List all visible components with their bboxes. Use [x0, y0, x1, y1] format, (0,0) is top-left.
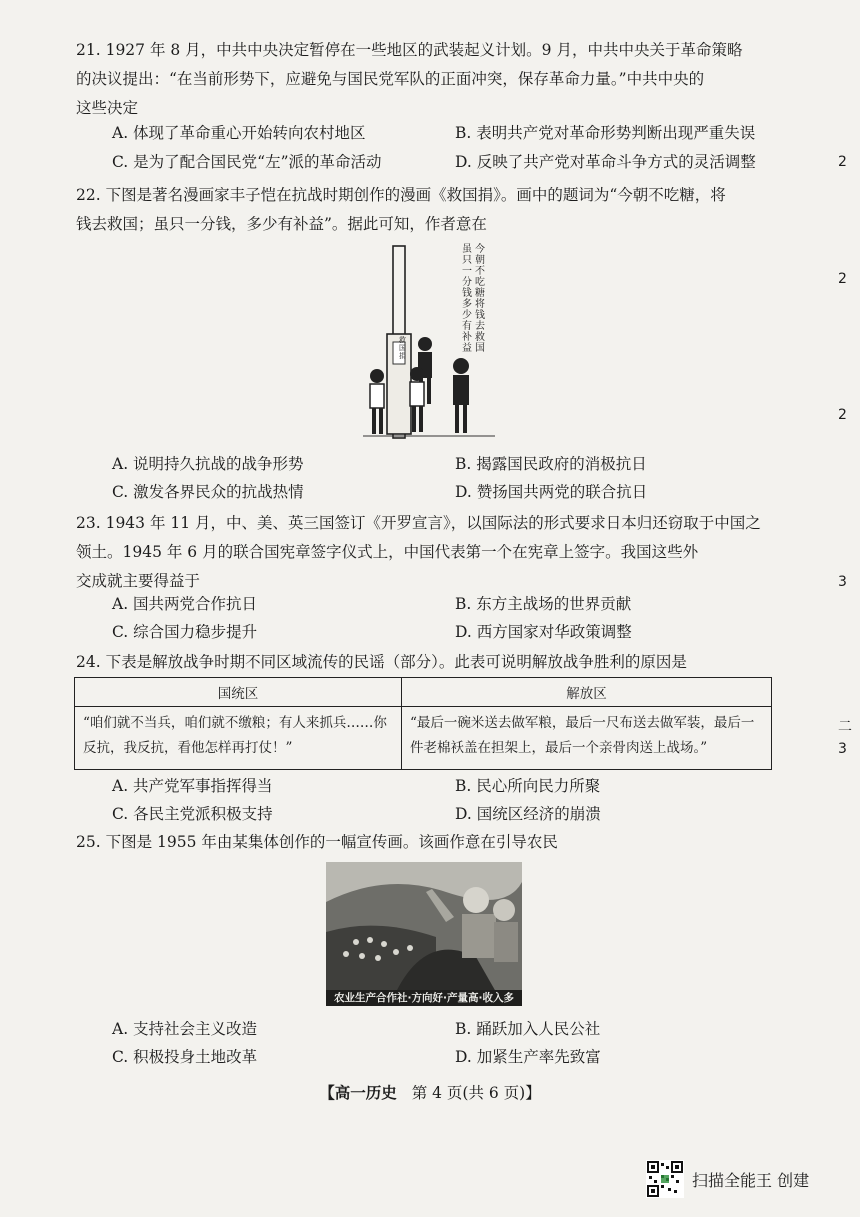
cartoon-inscription-left: 虽只一分钱多少有补益: [462, 244, 472, 354]
q24-option-b[interactable]: B. 民心所向民力所聚: [455, 777, 601, 795]
q24-option-a[interactable]: A. 共产党军事指挥得当: [112, 777, 273, 795]
q22-stem: [76, 181, 791, 239]
q25-stem-line1: 25. 下图是 1955 年由某集体创作的一幅宣传画。该画作意在引导农民: [76, 833, 558, 851]
edge-mark-5: 二: [838, 719, 852, 735]
q22-option-c[interactable]: C. 激发各界民众的抗战热情: [112, 483, 304, 501]
poster-image: [326, 862, 522, 992]
q21-stem: [76, 36, 791, 123]
q22-stem-line2: 钱去救国；虽只一分钱，多少有补益”。据此可知，作者意在: [76, 215, 487, 233]
table-cell-liberated-area: “最后一碗米送去做军粮，最后一尺布送去做军装，最后一件老棉袄盖在担架上，最后一个亲骨肉送上战场。”: [402, 707, 772, 770]
q23-option-a[interactable]: A. 国共两党合作抗日: [112, 595, 258, 613]
edge-mark-6: 3: [838, 741, 847, 757]
q21-option-c[interactable]: C. 是为了配合国民党“左”派的革命活动: [112, 153, 382, 171]
q21-option-a[interactable]: A. 体现了革命重心开始转向农村地区: [112, 124, 366, 142]
q24-option-c[interactable]: C. 各民主党派积极支持: [112, 805, 273, 823]
q22-option-d[interactable]: D. 赞扬国共两党的联合抗日: [455, 483, 648, 501]
table-cell-kmt-area: “咱们就不当兵，咱们就不缴粮；有人来抓兵……你反抗，我反抗，看他怎样再打仗！”: [75, 707, 402, 770]
watermark-text: 扫描全能王 创建: [692, 1170, 810, 1190]
edge-mark-2: 2: [838, 271, 847, 287]
footer-page-number: 第 4 页(共 6 页)】: [411, 1084, 541, 1102]
q25-option-d[interactable]: D. 加紧生产率先致富: [455, 1048, 601, 1066]
qr-code-icon: [646, 1160, 684, 1198]
q23-stem-line2: 领土。1945 年 6 月的联合国宪章签字仪式上，中国代表第一个在宪章上签字。我国这些外: [76, 543, 699, 561]
q25-option-c[interactable]: C. 积极投身土地改革: [112, 1048, 258, 1066]
cartoon-figure: [355, 244, 503, 440]
q23-stem-line3: 交成就主要得益于: [76, 572, 201, 590]
q24-option-d[interactable]: D. 国统区经济的崩溃: [455, 805, 601, 823]
q22-stem-line1: 22. 下图是著名漫画家丰子恺在抗战时期创作的漫画《救国捐》。画中的题词为“今朝不吃糖，将: [76, 186, 726, 204]
q23-stem-line1: 23. 1943 年 11 月，中、美、英三国签订《开罗宣言》，以国际法的形式要求日本归还窃取于中国之: [76, 514, 761, 532]
q23-option-c[interactable]: C. 综合国力稳步提升: [112, 623, 258, 641]
table-header-liberated-area: 解放区: [402, 678, 772, 707]
edge-mark-4: 3: [838, 574, 847, 590]
q25-option-a[interactable]: A. 支持社会主义改造: [112, 1020, 258, 1038]
footer-subject: 【高一历史: [319, 1083, 397, 1102]
q25-option-b[interactable]: B. 踊跃加入人民公社: [455, 1020, 601, 1038]
cartoon-inscription-right: 今朝不吃糖将钱去救国: [475, 244, 485, 354]
q21-option-b[interactable]: B. 表明共产党对革命形势判断出现严重失误: [455, 124, 756, 142]
q22-option-b[interactable]: B. 揭露国民政府的消极抗日: [455, 455, 647, 473]
folk-song-table: [74, 677, 772, 770]
q23-option-d[interactable]: D. 西方国家对华政策调整: [455, 623, 632, 641]
q22-option-a[interactable]: A. 说明持久抗战的战争形势: [112, 455, 304, 473]
q21-stem-line3: 这些决定: [76, 99, 139, 117]
cartoon-box-label: 救国捐: [399, 336, 406, 360]
edge-mark-1: 2: [838, 154, 847, 170]
q21-stem-line2: 的决议提出：“在当前形势下，应避免与国民党军队的正面冲突，保存革命力量。”中共中央的: [76, 70, 705, 88]
propaganda-poster: [326, 862, 522, 1006]
q25-stem: [76, 828, 791, 857]
poster-caption: 农业生产合作社·方向好·产量高·收入多: [326, 990, 522, 1006]
page-footer: [0, 1081, 860, 1103]
table-header-kmt-area: 国统区: [75, 678, 402, 707]
edge-mark-3: 2: [838, 407, 847, 423]
q23-option-b[interactable]: B. 东方主战场的世界贡献: [455, 595, 632, 613]
scanner-watermark: [646, 1160, 809, 1198]
q23-stem: [76, 509, 791, 596]
q21-stem-line1: 21. 1927 年 8 月，中共中央决定暂停在一些地区的武装起义计划。9 月，中共中央关于革命策略: [76, 41, 743, 59]
q24-stem: [76, 648, 791, 677]
q24-stem-line1: 24. 下表是解放战争时期不同区域流传的民谣（部分）。此表可说明解放战争胜利的原因是: [76, 653, 687, 671]
q21-option-d[interactable]: D. 反映了共产党对革命斗争方式的灵活调整: [455, 153, 756, 171]
